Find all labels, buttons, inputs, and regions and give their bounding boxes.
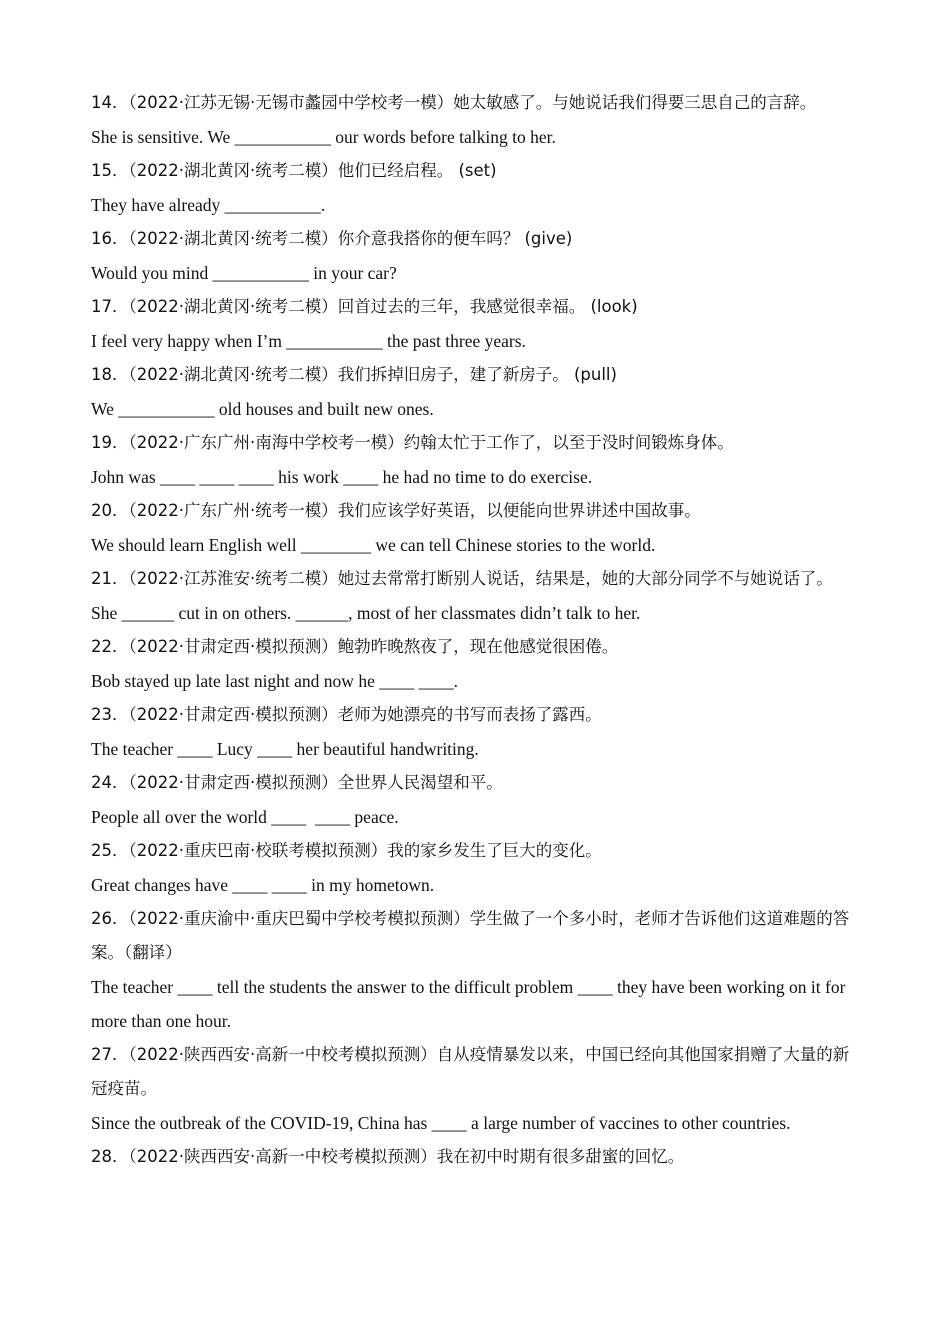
question-15-sentence: They have already ___________. xyxy=(91,195,326,215)
question-19-prompt: 19．（2022·广东广州·南海中学校考一模）约翰太忙于工作了，以至于没时间锻炼身体。 xyxy=(91,433,734,452)
question-25-sentence: Great changes have ____ ____ in my hometown. xyxy=(91,875,435,895)
question-21-sentence: She ______ cut in on others. ______, most of her classmates didn’t talk to her. xyxy=(91,603,641,623)
question-16-sentence: Would you mind ___________ in your car? xyxy=(91,263,397,283)
question-20-prompt: 20．（2022·广东广州·统考一模）我们应该学好英语，以便能向世界讲述中国故事。 xyxy=(91,501,701,520)
question-26-sentence: The teacher ____ tell the students the answer to the difficult problem ____ they have been working on it for more than one hour. xyxy=(91,977,850,1031)
question-27-prompt: 27．（2022·陕西西安·高新一中校考模拟预测）自从疫情暴发以来，中国已经向其他国家捐赠了大量的新冠疫苗。 xyxy=(91,1045,850,1098)
question-18-prompt: 18．（2022·湖北黄冈·统考二模）我们拆掉旧房子，建了新房子。 (pull) xyxy=(91,365,617,384)
question-17-sentence: I feel very happy when I’m ___________ the past three years. xyxy=(91,331,526,351)
question-18-sentence: We ___________ old houses and built new ones. xyxy=(91,399,434,419)
question-24-prompt: 24．（2022·甘肃定西·模拟预测）全世界人民渴望和平。 xyxy=(91,773,503,792)
question-24-sentence: People all over the world ____ ____ peace. xyxy=(91,807,399,827)
question-14-sentence: She is sensitive. We ___________ our words before talking to her. xyxy=(91,127,556,147)
question-22-sentence: Bob stayed up late last night and now he ____ ____. xyxy=(91,671,458,691)
question-26-prompt: 26．（2022·重庆渝中·重庆巴蜀中学校考模拟预测）学生做了一个多小时，老师才告诉他们这道难题的答案。（翻译） xyxy=(91,909,850,962)
question-17-prompt: 17．（2022·湖北黄冈·统考二模）回首过去的三年，我感觉很幸福。 (look) xyxy=(91,297,638,316)
question-23-prompt: 23．（2022·甘肃定西·模拟预测）老师为她漂亮的书写而表扬了露西。 xyxy=(91,705,602,724)
question-20-sentence: We should learn English well ________ we can tell Chinese stories to the world. xyxy=(91,535,656,555)
document-body xyxy=(91,86,861,1174)
question-19-sentence: John was ____ ____ ____ his work ____ he had no time to do exercise. xyxy=(91,467,593,487)
question-27-sentence: Since the outbreak of the COVID-19, China has ____ a large number of vaccines to other countries. xyxy=(91,1113,791,1133)
question-23-sentence: The teacher ____ Lucy ____ her beautiful handwriting. xyxy=(91,739,479,759)
question-25-prompt: 25．（2022·重庆巴南·校联考模拟预测）我的家乡发生了巨大的变化。 xyxy=(91,841,602,860)
question-28-prompt: 28．（2022·陕西西安·高新一中校考模拟预测）我在初中时期有很多甜蜜的回忆。 xyxy=(91,1147,685,1166)
question-15-prompt: 15．（2022·湖北黄冈·统考二模）他们已经启程。 (set) xyxy=(91,161,497,180)
question-21-prompt: 21．（2022·江苏淮安·统考二模）她过去常常打断别人说话，结果是，她的大部分同学不与她说话了。 xyxy=(91,569,833,588)
question-16-prompt: 16．（2022·湖北黄冈·统考二模）你介意我搭你的便车吗？ (give) xyxy=(91,229,573,248)
question-14-prompt: 14．（2022·江苏无锡·无锡市蠡园中学校考一模）她太敏感了。与她说话我们得要三思自己的言辞。 xyxy=(91,93,817,112)
question-22-prompt: 22．（2022·甘肃定西·模拟预测）鲍勃昨晚熬夜了，现在他感觉很困倦。 xyxy=(91,637,619,656)
